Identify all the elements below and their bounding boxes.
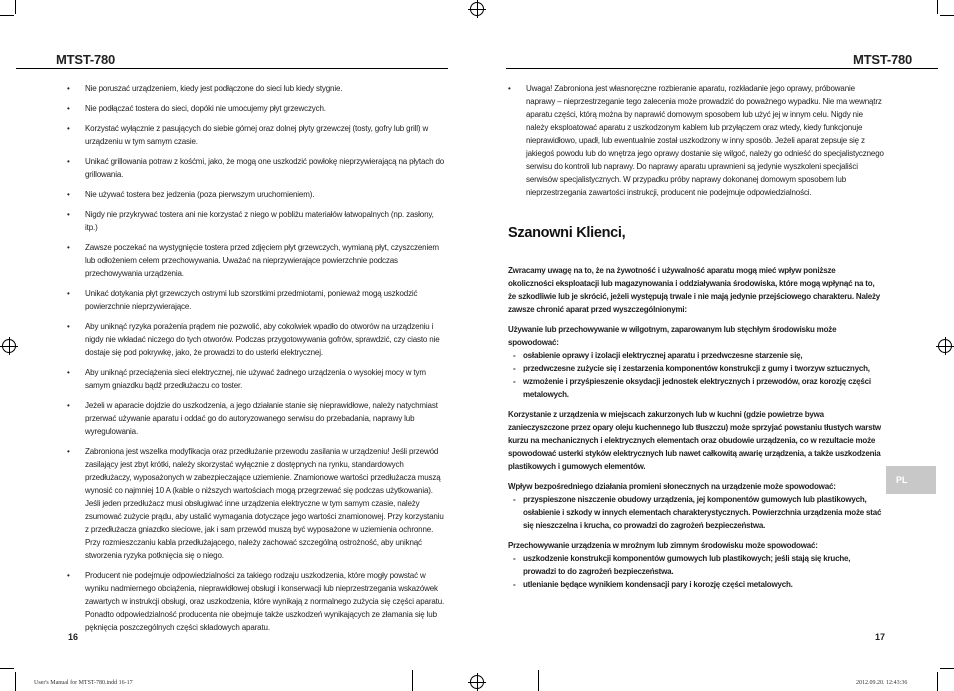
page-number-left: 16 xyxy=(68,632,79,642)
safety-instructions-list xyxy=(67,82,447,641)
humid-intro: Używanie lub przechowywanie w wilgotnym, zaparowanym lub stęchłym środowisku może spowodować: xyxy=(508,325,837,347)
crop-mark xyxy=(15,0,16,14)
registration-mark-icon xyxy=(470,2,484,16)
list-item: • Unikać grillowania potraw z kośćmi, jako, że mogą one uszkodzić powłokę nieprzywierającą na płytach do grillowania. xyxy=(67,155,447,181)
sun-intro: Wpływ bezpośredniego działania promieni słonecznych na urządzenie może spowodować: xyxy=(508,482,836,491)
file-slug: User's Manual for MTST-780.indd 16-17 xyxy=(34,680,133,686)
registration-mark-icon xyxy=(470,675,484,689)
header-rule-right xyxy=(506,68,938,69)
list-item: • Zawsze poczekać na wystygnięcie tostera przed zdjęciem płyt grzewczych, wymianą płyt, czyszczeniem lub odłożeniem celem przechowywania. Uważać na nieprzywierające powierzchnie podczas przechowywania urządzenia. xyxy=(67,241,447,280)
registration-mark-icon xyxy=(938,339,952,353)
list-item: • Aby uniknąć przeciążenia sieci elektrycznej, nie używać żadnego urządzenia o wysokiej mocy w tym samym gniazdku bądź przedłużaczu co toster. xyxy=(67,366,447,392)
crop-mark xyxy=(937,0,938,14)
section-heading: Szanowni Klienci, xyxy=(508,225,626,241)
registration-mark-icon xyxy=(2,339,16,353)
list-item: • Zabroniona jest wszelka modyfikacja oraz przedłużanie przewodu zasilania w urządzeniu! Jeśli przewód zasilający jest zbyt krótki, należy skorzystać wyłącznie z dostępnych na rynku, standardowych przedłużaczy, wyposażonych w zabezpieczające uziemienie. Znamionowe wartości przedłużacza muszą wynosić co najmniej 10 A (kable o niższych wartościach mogą przegrzewać się podczas użytkowania). Jeśli jeden przedłużacz musi obsługiwać inne urządzenia elektryczne w tym samym czasie, należy zsumować zużycie prądu, aby ustalić wymagania dotyczące jego wartości znamionowej. Przy korzystaniu z przedłużacza gniazdko sieciowe, jak i sam przewód muszą być wyposażone w uziemienia ochronne. Przy rozmieszczaniu kabla przedłużającego, należy zachować szczególną ostrożność, aby uniknąć stworzenia ryzyka potknięcia się o niego. xyxy=(67,445,447,562)
crop-mark xyxy=(940,668,954,669)
list-item: • Unikać dotykania płyt grzewczych ostrymi lub szorstkimi przedmiotami, ponieważ mogą uszkodzić powierzchnie nieprzywierające. xyxy=(67,287,447,313)
crop-mark xyxy=(15,672,16,691)
list-item: • Nie poruszać urządzeniem, kiedy jest podłączone do sieci lub kiedy stygnie. xyxy=(67,82,447,95)
model-name-right: MTST-780 xyxy=(853,52,913,67)
customer-notice xyxy=(508,264,882,598)
list-item: • Nigdy nie przykrywać tostera ani nie korzystać z niego w pobliżu materiałów łatwopalnych (np. zasłony, itp.) xyxy=(67,208,447,234)
model-name-left: MTST-780 xyxy=(56,52,116,67)
humid-list xyxy=(508,349,882,401)
warning-paragraph: • Uwaga! Zabroniona jest własnoręczne rozbieranie aparatu, rozkładanie jego oprawy, próbowanie naprawy – nieprzestrzeganie tego zalecenia może prowadzić do poważnego wypadku. Nie ma wewnątrz aparatu części, którą można by naprawić domowym sposobem lub użyć jej w innym celu. Nigdy nie należy eksploatować aparatu z uszkodzonym kablem lub przyłączem oraz wtedy, kiedy funkcjonuje nieprawidłowo, upadł, lub ewentualnie został uszkodzony w inny sposób. Jeżeli aparat zepsuje się z jakiegoś powodu lub do wnętrza jego oprawy dostanie się wilgoć, należy go odnieść do specjalistycznego serwisu do kontroli lub naprawy. Do naprawy aparatu uprawnieni są jedynie wyszkoleni specjaliści serwisów specjalistycznych. W przypadku próby naprawy dokonanej domowym sposobem lub nieprzestrzegania zawartości instrukcji, producent nie podejmuje odpowiedzialności. xyxy=(508,82,884,199)
language-tab: PL xyxy=(886,466,936,494)
crop-mark xyxy=(412,670,413,691)
list-item: • Korzystać wyłącznie z pasujących do siebie górnej oraz dolnej płyty grzewczej (tosty, gofry lub grill) w urządzeniu w tym samym czasie. xyxy=(67,122,447,148)
crop-mark xyxy=(538,670,539,691)
list-item: - utlenianie będące wynikiem kondensacji pary i korozję części metalowych. xyxy=(508,578,882,591)
crop-mark xyxy=(940,15,954,16)
cold-list xyxy=(508,552,882,591)
sun-list xyxy=(508,493,882,532)
page-number-right: 17 xyxy=(875,632,886,642)
cold-intro: Przechowywanie urządzenia w mroźnym lub zimnym środowisku może spowodować: xyxy=(508,541,818,550)
crop-mark xyxy=(937,672,938,691)
crop-mark xyxy=(0,668,14,669)
kitchen-paragraph: Korzystanie z urządzenia w miejscach zakurzonych lub w kuchni (gdzie powietrze bywa zanieczyszczone przez opary oleju kuchennego lub tłuszczu) może sprzyjać powstaniu tłustych warstw kurzu na mechanicznych i elektrycznych elementach oraz obudowie urządzenia, co w rezultacie może spowodować usterki styków elektrycznych lub nawet całkowitą awarię urządzenia, a także uszkodzenia plastikowych i gumowych elementów. xyxy=(508,410,881,471)
list-item: • Aby uniknąć ryzyka porażenia prądem nie pozwolić, aby cokolwiek wpadło do otworów na urządzeniu i nigdy nie wkładać niczego do tych otworów. Podczas przygotowywania gofrów, sprawdzić, czy ciasto nie dostaje się pod pokrywkę, jako, że prowadzi to do usterki elektrycznej. xyxy=(67,320,447,359)
header-rule-left xyxy=(16,68,448,69)
list-item: - osłabienie oprawy i izolacji elektrycznej aparatu i przedwczesne starzenie się, xyxy=(508,349,882,362)
list-item: • Producent nie podejmuje odpowiedzialności za takiego rodzaju uszkodzenia, które mogły powstać w wyniku nadmiernego obciążenia, nieprawidłowej obsługi i konserwacji lub nieprzestrzegania wskazówek zawartych w instrukcji obsługi, oraz uszkodzenia, które wynikają z normalnego zużycia się części aparatu. Ponadto odpowiedzialność producenta nie obejmuje także uszkodzeń wynikających ze złamania się lub pęknięcia poszczególnych części składowych aparatu. xyxy=(67,569,447,634)
list-item: - wzmożenie i przyśpieszenie oksydacji jednostek elektrycznych i przewodów, oraz korozję części metalowych. xyxy=(508,375,882,401)
crop-mark xyxy=(0,15,14,16)
list-item: - przyspieszone niszczenie obudowy urządzenia, jej komponentów gumowych lub plastikowych, osłabienie i szkody w innych elementach charakterystycznych. Powierzchnia urządzenia może stać się nieszczelna i krucha, co prowadzi do zagrożeń bezpieczeństwa. xyxy=(508,493,882,532)
list-item: - przedwczesne zużycie się i zestarzenia komponentów konstrukcji z gumy i tworzyw sztucznych, xyxy=(508,362,882,375)
list-item: • Nie podłączać tostera do sieci, dopóki nie umocujemy płyt grzewczych. xyxy=(67,102,447,115)
intro-paragraph: Zwracamy uwagę na to, że na żywotność i używalność aparatu mogą mieć wpływ poniższe okoliczności eksploatacji lub magazynowania i oddziaływania środowiska, które mogą wpłynąć na to, że szkodliwie lub je skrócić, jeżeli występują trwale i nie mają jedynie przejściowego charakteru. Należy zawsze chronić aparat przed wyszczególnionymi: xyxy=(508,266,881,314)
list-item: • Nie używać tostera bez jedzenia (poza pierwszym uruchomieniem). xyxy=(67,188,447,201)
warning-block xyxy=(508,82,884,206)
list-item: - uszkodzenie konstrukcji komponentów gumowych lub plastikowych; jeśli stają się kruche, prowadzi to do zagrożeń bezpieczeństwa. xyxy=(508,552,882,578)
timestamp-slug: 2012.09.20. 12:43:36 xyxy=(856,680,908,686)
list-item: • Jeżeli w aparacie dojdzie do uszkodzenia, a jego działanie stanie się nieprawidłowe, należy natychmiast przerwać używanie aparatu i oddać go do autoryzowanego serwisu do przebadania, naprawy lub wyregulowania. xyxy=(67,399,447,438)
